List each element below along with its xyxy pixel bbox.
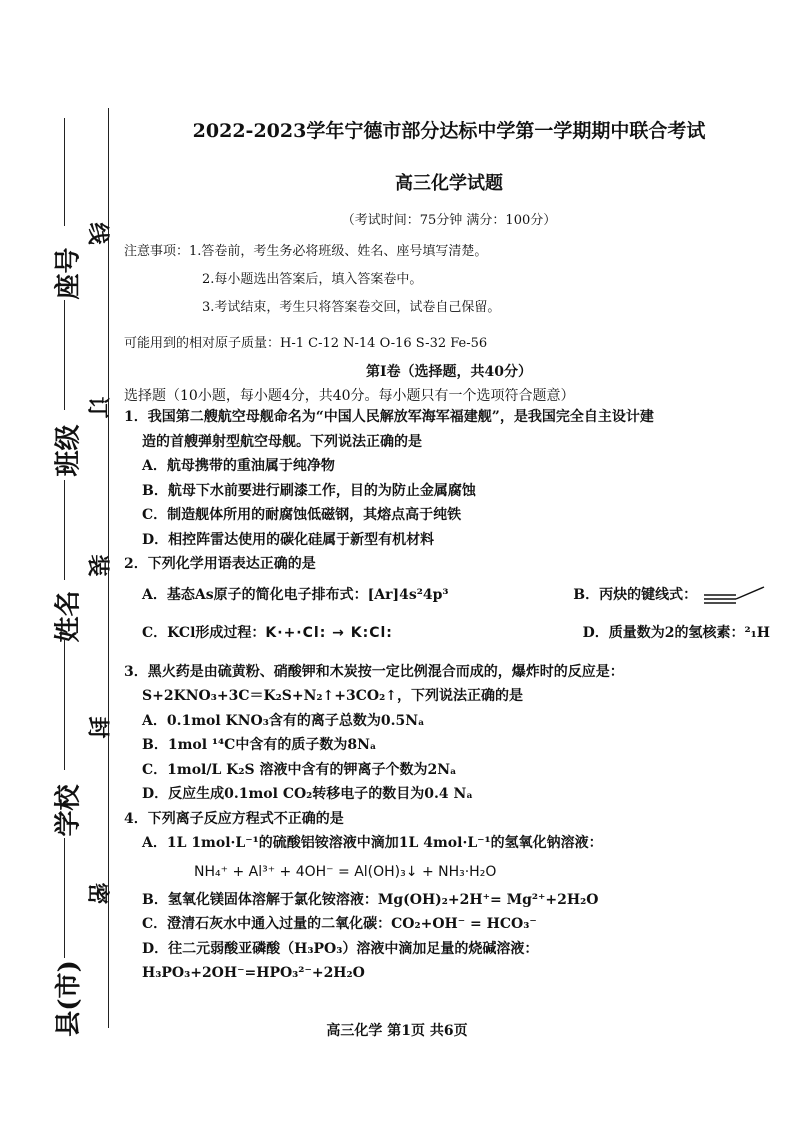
question-1	[124, 405, 774, 454]
q2-option-d: D．质量数为2的氢核素：²₁H	[582, 625, 770, 641]
seat-label: 座号	[53, 247, 84, 300]
note-item-2: 2.每小题选出答案后，填入答案卷中。	[202, 272, 423, 287]
county-blank-line[interactable]	[64, 838, 65, 958]
q2-option-b: B．丙炔的键线式：	[573, 586, 698, 603]
notes-block	[124, 238, 774, 322]
seal-word-xian: 线	[84, 222, 111, 245]
kcl-lewis-formula: K·+·Cl: → K:Cl:	[265, 625, 393, 641]
question-4-stem: 4．下列离子反应方程式不正确的是	[124, 810, 344, 827]
school-label: 学校	[53, 784, 84, 837]
q2-option-a: A．基态As原子的简化电子排布式：[Ar]4s²4p³	[142, 586, 449, 603]
q2-row-cd	[124, 621, 774, 646]
name-label: 姓名	[53, 590, 84, 643]
question-3	[124, 660, 774, 709]
q3-option-a: A．0.1mol KNO₃含有的离子总数为0.5Nₐ	[142, 712, 425, 729]
class-blank-line[interactable]	[64, 300, 65, 410]
propyne-skeletal-icon	[702, 585, 766, 605]
exam-info: （考试时间：75分钟 满分：100分）	[341, 213, 557, 228]
q4-option-a: A．1L 1mol·L⁻¹的硫酸铝铵溶液中滴加1L 4mol·L⁻¹的氢氧化钠溶液：	[142, 835, 603, 851]
exam-subtitle: 高三化学试题	[395, 173, 503, 194]
seal-word-ding: 订	[84, 396, 111, 419]
seat-blank-line[interactable]	[64, 118, 65, 226]
county-label: 县(市)	[53, 960, 84, 1037]
q2-row-ab	[124, 583, 774, 608]
question-3-stem: 3．黑火药是由硫黄粉、硝酸钾和木炭按一定比例混合而成的，爆炸时的反应是：	[124, 663, 624, 680]
q1-option-a: A．航母携带的重油属于纯净物	[142, 458, 335, 474]
seal-word-feng: 封	[84, 716, 111, 739]
q3-option-c: C．1mol/L K₂S 溶液中含有的钾离子个数为2Nₐ	[142, 761, 457, 778]
question-1-stem-cont: 造的首艘弹射型航空母舰。下列说法正确的是	[142, 433, 422, 450]
seal-word-zhuang: 装	[84, 554, 111, 577]
section-title: 第Ⅰ卷（选择题，共40分）	[365, 364, 533, 380]
question-4	[124, 807, 774, 832]
q4-option-d: D．往二元弱酸亚磷酸（H₃PO₃）溶液中滴加足量的烧碱溶液：	[142, 940, 539, 957]
q3-option-d: D．反应生成0.1mol CO₂转移电子的数目为0.4 Nₐ	[142, 786, 473, 802]
q1-option-b: B．航母下水前要进行刷漆工作，目的为防止金属腐蚀	[142, 482, 476, 499]
notes-label: 注意事项：	[124, 244, 190, 259]
binding-margin	[0, 0, 112, 1123]
page-footer: 高三化学 第1页 共6页	[326, 1023, 468, 1039]
exam-title: 2022-2023学年宁德市部分达标中学第一学期期中联合考试	[192, 120, 706, 142]
q4-option-b: B．氢氧化镁固体溶解于氯化铵溶液：Mg(OH)₂+2H⁺= Mg²⁺+2H₂O	[142, 891, 599, 908]
question-2	[124, 552, 774, 577]
q1-option-c: C．制造舰体所用的耐腐蚀低磁钢，其熔点高于纯铁	[142, 507, 462, 523]
note-item-3: 3.考试结束，考生只将答案卷交回，试卷自己保留。	[202, 300, 501, 315]
section-description: 选择题（10小题，每小题4分，共40分。每小题只有一个选项符合题意）	[124, 388, 575, 404]
question-2-stem: 2．下列化学用语表达正确的是	[124, 556, 316, 572]
q1-option-d: D．相控阵雷达使用的碳化硅属于新型有机材料	[142, 531, 435, 548]
q2-option-c: C．KCl形成过程：	[142, 625, 266, 641]
atomic-masses: 可能用到的相对原子质量：H-1 C-12 N-14 O-16 S-32 Fe-56	[124, 336, 488, 351]
seal-word-mi: 密	[84, 882, 111, 905]
question-1-stem: 1．我国第二艘航空母舰命名为“中国人民解放军海军福建舰”，是我国完全自主设计建	[124, 409, 654, 425]
question-3-reaction: S+2KNO₃+3C＝K₂S+N₂↑+3CO₂↑，下列说法正确的是	[142, 688, 523, 704]
school-blank-line[interactable]	[64, 640, 65, 770]
q2-option-c-wrap	[142, 621, 393, 646]
q4-option-d-equation: H₃PO₃+2OH⁻=HPO₃²⁻+2H₂O	[142, 965, 365, 981]
note-item-1: 1.答卷前，考生务必将班级、姓名、座号填写清楚。	[189, 244, 488, 259]
q4-option-c: C．澄清石灰水中通入过量的二氧化碳：CO₂+OH⁻ = HCO₃⁻	[142, 916, 537, 932]
q3-option-b: B．1mol ¹⁴C中含有的质子数为8Nₐ	[142, 737, 377, 753]
name-blank-line[interactable]	[64, 480, 65, 580]
q2-option-b-wrap	[573, 583, 766, 608]
q4-option-a-equation: NH₄⁺ + Al³⁺ + 4OH⁻ = Al(OH)₃↓ + NH₃·H₂O	[194, 863, 497, 880]
page-content	[124, 112, 774, 986]
class-label: 班级	[53, 424, 84, 477]
